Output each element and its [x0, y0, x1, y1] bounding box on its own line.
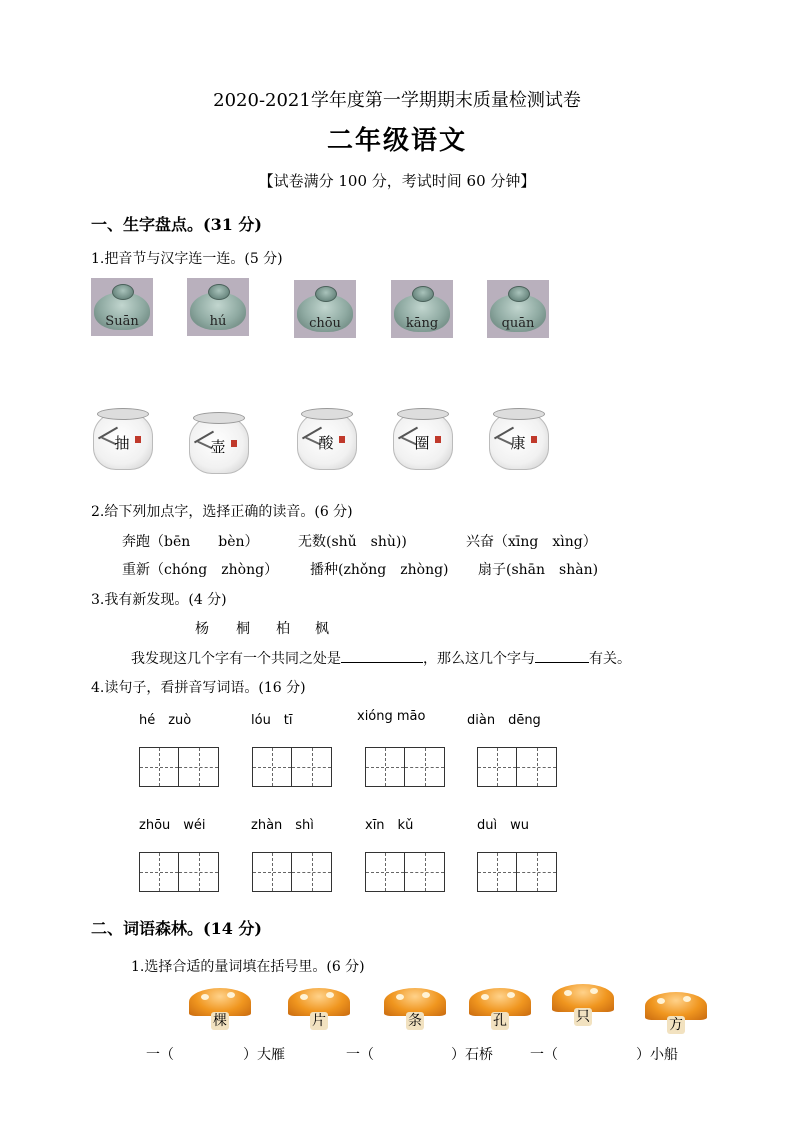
lid-pinyin: hú	[209, 314, 227, 329]
mushroom-word-card[interactable]	[641, 988, 711, 1036]
writing-grid[interactable]	[477, 747, 557, 787]
question-2-1-title: 1.选择合适的量词填在括号里。(6 分)	[131, 959, 365, 975]
exam-title: 2020-2021学年度第一学期期末质量检测试卷	[213, 90, 581, 111]
reading-item[interactable]: 无数(shǔ shù))	[298, 534, 407, 550]
fill-prefix: 一（	[530, 1047, 558, 1063]
fill-blank[interactable]	[380, 1044, 446, 1062]
jar-card-4[interactable]	[391, 406, 453, 470]
discovery-char: 杨	[195, 621, 209, 637]
fill-suffix: ）石桥	[451, 1047, 493, 1063]
fill-prefix: 一（	[146, 1047, 174, 1063]
section-1-title: 一、生字盘点。(31 分)	[91, 215, 262, 234]
jar-card-3[interactable]	[295, 406, 357, 470]
reading-item[interactable]: 播种(zhǒng zhòng)	[310, 562, 449, 578]
pinyin-label: diàn dēng	[467, 713, 541, 728]
subject-title: 二年级语文	[326, 126, 467, 156]
discovery-char: 柏	[276, 621, 290, 637]
pinyin-label: hé zuò	[139, 713, 192, 728]
answer-blank-2[interactable]	[535, 650, 589, 663]
reading-item[interactable]: 奔跑（bēn bèn）	[122, 534, 259, 550]
lid-pinyin: Suān	[105, 314, 139, 329]
pinyin-label: xióng māo	[357, 709, 426, 724]
writing-grid[interactable]	[252, 747, 332, 787]
lid-card-4[interactable]	[391, 280, 453, 338]
jar-character: 酸	[318, 434, 334, 452]
question-1-3-title: 3.我有新发现。(4 分)	[91, 592, 227, 608]
sentence-part: 有关。	[589, 651, 631, 667]
jar-character: 壶	[210, 438, 226, 456]
discovery-char: 枫	[315, 621, 329, 637]
reading-item[interactable]: 兴奋（xīng xìng）	[466, 534, 597, 550]
measure-word: 只	[576, 1009, 590, 1025]
question-1-4-title: 4.读句子，看拼音写词语。(16 分)	[91, 680, 306, 696]
jar-card-1[interactable]	[91, 406, 153, 470]
reading-item[interactable]: 重新（chóng zhòng）	[122, 562, 279, 578]
writing-grid[interactable]	[365, 747, 445, 787]
measure-word: 孔	[493, 1013, 507, 1029]
lid-card-2[interactable]	[187, 278, 249, 336]
fill-suffix: ）小船	[636, 1047, 678, 1063]
writing-grid[interactable]	[365, 852, 445, 892]
fill-suffix: ）大雁	[243, 1047, 285, 1063]
measure-word: 片	[312, 1013, 326, 1029]
mushroom-word-card[interactable]	[548, 980, 618, 1028]
question-1-1-title: 1.把音节与汉字连一连。(5 分)	[91, 251, 283, 267]
jar-card-5[interactable]	[487, 406, 549, 470]
mushroom-word-card[interactable]	[465, 984, 535, 1032]
discovery-sentence	[131, 648, 631, 668]
writing-grid[interactable]	[477, 852, 557, 892]
fill-prefix: 一（	[346, 1047, 374, 1063]
section-2-title: 二、词语森林。(14 分)	[91, 919, 262, 938]
mushroom-word-card[interactable]	[284, 984, 354, 1032]
lid-card-5[interactable]	[487, 280, 549, 338]
mushroom-word-card[interactable]	[185, 984, 255, 1032]
fill-blank[interactable]	[180, 1044, 240, 1062]
lid-pinyin: quān	[501, 316, 535, 331]
sentence-part: ，那么这几个字与	[423, 651, 535, 667]
jar-character: 圈	[414, 434, 430, 452]
lid-card-1[interactable]	[91, 278, 153, 336]
question-1-2-title: 2.给下列加点字，选择正确的读音。(6 分)	[91, 504, 353, 520]
sentence-part: 我发现这几个字有一个共同之处是	[131, 651, 341, 667]
pinyin-label: zhōu wéi	[139, 818, 206, 833]
measure-word: 方	[669, 1017, 683, 1033]
jar-character: 抽	[114, 434, 130, 452]
writing-grid[interactable]	[252, 852, 332, 892]
pinyin-label: duì wu	[477, 818, 529, 833]
lid-pinyin: chōu	[309, 316, 341, 331]
jar-card-2[interactable]	[187, 410, 249, 474]
lid-card-3[interactable]	[294, 280, 356, 338]
measure-word: 棵	[213, 1013, 227, 1029]
pinyin-label: zhàn shì	[251, 818, 314, 833]
reading-item[interactable]: 扇子(shān shàn)	[478, 562, 599, 578]
writing-grid[interactable]	[139, 852, 219, 892]
answer-blank-1[interactable]	[341, 650, 423, 663]
exam-info: 【试卷满分 100 分，考试时间 60 分钟】	[258, 172, 536, 190]
measure-word: 条	[408, 1013, 422, 1029]
pinyin-label: xīn kǔ	[365, 818, 414, 833]
discovery-char: 桐	[236, 621, 250, 637]
mushroom-word-card[interactable]	[380, 984, 450, 1032]
fill-blank[interactable]	[564, 1044, 630, 1062]
pinyin-label: lóu tī	[251, 713, 293, 728]
writing-grid[interactable]	[139, 747, 219, 787]
jar-character: 康	[510, 434, 526, 452]
lid-pinyin: kāng	[405, 316, 439, 331]
